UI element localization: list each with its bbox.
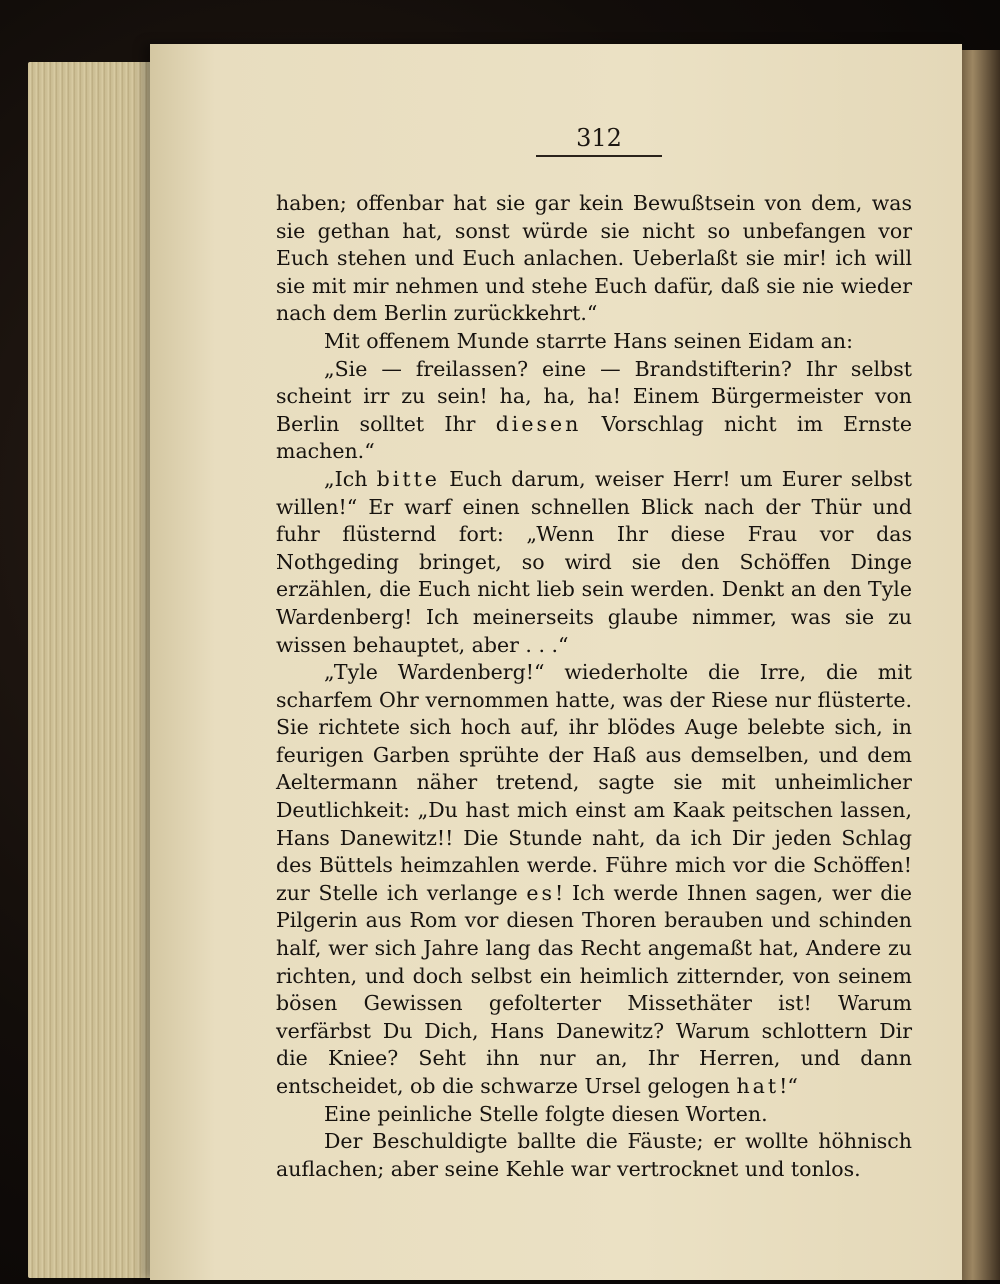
- emphasized-text: bitte: [376, 466, 440, 491]
- emphasized-text: hat: [736, 1074, 780, 1098]
- paragraph-text: „Ich: [324, 466, 377, 491]
- paragraph-4: [276, 466, 912, 659]
- book-cover-edge: [958, 50, 1000, 1280]
- paragraph-text: „Sie — freilassen? eine — Brandstifterin? Ihr selbst scheint irr zu sein! ha, ha, ha! Einem Bürgermeister von Berlin solltet Ihr: [276, 356, 912, 436]
- paragraph-text: Mit offenem Munde starrte Hans seinen Eidam an:: [324, 328, 854, 353]
- paragraph-text: ! Ich werde Ihnen sagen, wer die Pilgerin aus Rom vor diesen Thoren berauben und schinden half, wer sich Jahre lang das Recht angemaßt hat, Andere zu richten, und doch selbst ein heimlich zitternder, von seinem bösen Gewissen gefolterter Missethäter ist! Warum verfärbst Du Dich, Hans Danewitz? Warum schlottern Dir die Kniee? Seht ihn nur an, Ihr Herren, und dann entscheidet, ob die schwarze Ursel gelogen: [276, 880, 913, 1098]
- emphasized-text: es: [526, 880, 556, 905]
- paragraph-3: [276, 356, 912, 466]
- paragraph-text: Euch darum, weiser Herr! um Eurer selbst willen!“ Er warf einen schnellen Blick nach der Thür und fuhr flüsternd fort: „Wenn Ihr diese Frau vor das Nothgeding bringet, so wird sie den Schöffen Dinge erzählen, die Euch nicht lieb sein werden. Denkt an den Tyle Wardenberg! Ich meinerseits glaube nimmer, was sie zu wissen behauptet, aber . . .“: [276, 466, 912, 657]
- paragraph-text: Vorschlag nicht im Ernste machen.“: [276, 411, 912, 464]
- paragraph-5: [276, 659, 912, 1101]
- paragraph-text: Der Beschuldigte ballte die Fäuste; er wollte höhnisch auflachen; aber seine Kehle war vertrocknet und tonlos.: [276, 1129, 912, 1181]
- paragraph-text: „Tyle Wardenberg!“ wiederholte die Irre, die mit scharfem Ohr vernommen hatte, was der Riese nur flüsterte. Sie richtete sich hoch auf, ihr blödes Auge belebte sich, in feurigen Garben sprühte der Haß aus demselben, und dem Aeltermann näher tretend, sagte sie mit unheimlicher Deutlichkeit: „Du hast mich einst am Kaak peitschen lassen, Hans Danewitz!! Die Stunde naht, da ich Dir jeden Schlag des Büttels heimzahlen werde. Führe mich vor die Schöffen! zur Stelle ich verlange: [276, 660, 912, 905]
- emphasized-text: diesen: [495, 411, 582, 436]
- body-text: [276, 190, 912, 1183]
- paragraph-7: [276, 1128, 912, 1183]
- page-number: 312: [576, 124, 622, 152]
- paragraph-1: [276, 190, 912, 328]
- paragraph-text: !“: [779, 1074, 798, 1098]
- paragraph-2: [276, 328, 912, 356]
- page-number-rule: [536, 155, 662, 157]
- paragraph-text: haben; offenbar hat sie gar kein Bewußtsein von dem, was sie gethan hat, sonst würde sie nicht so unbefangen vor Euch stehen und Euch anlachen. Ueberlaßt sie mir! ich will sie mit mir nehmen und stehe Euch dafür, daß sie nie wieder nach dem Berlin zurückkehrt.“: [276, 191, 912, 326]
- paragraph-6: [276, 1101, 912, 1129]
- paragraph-text: Eine peinliche Stelle folgte diesen Worten.: [324, 1101, 768, 1126]
